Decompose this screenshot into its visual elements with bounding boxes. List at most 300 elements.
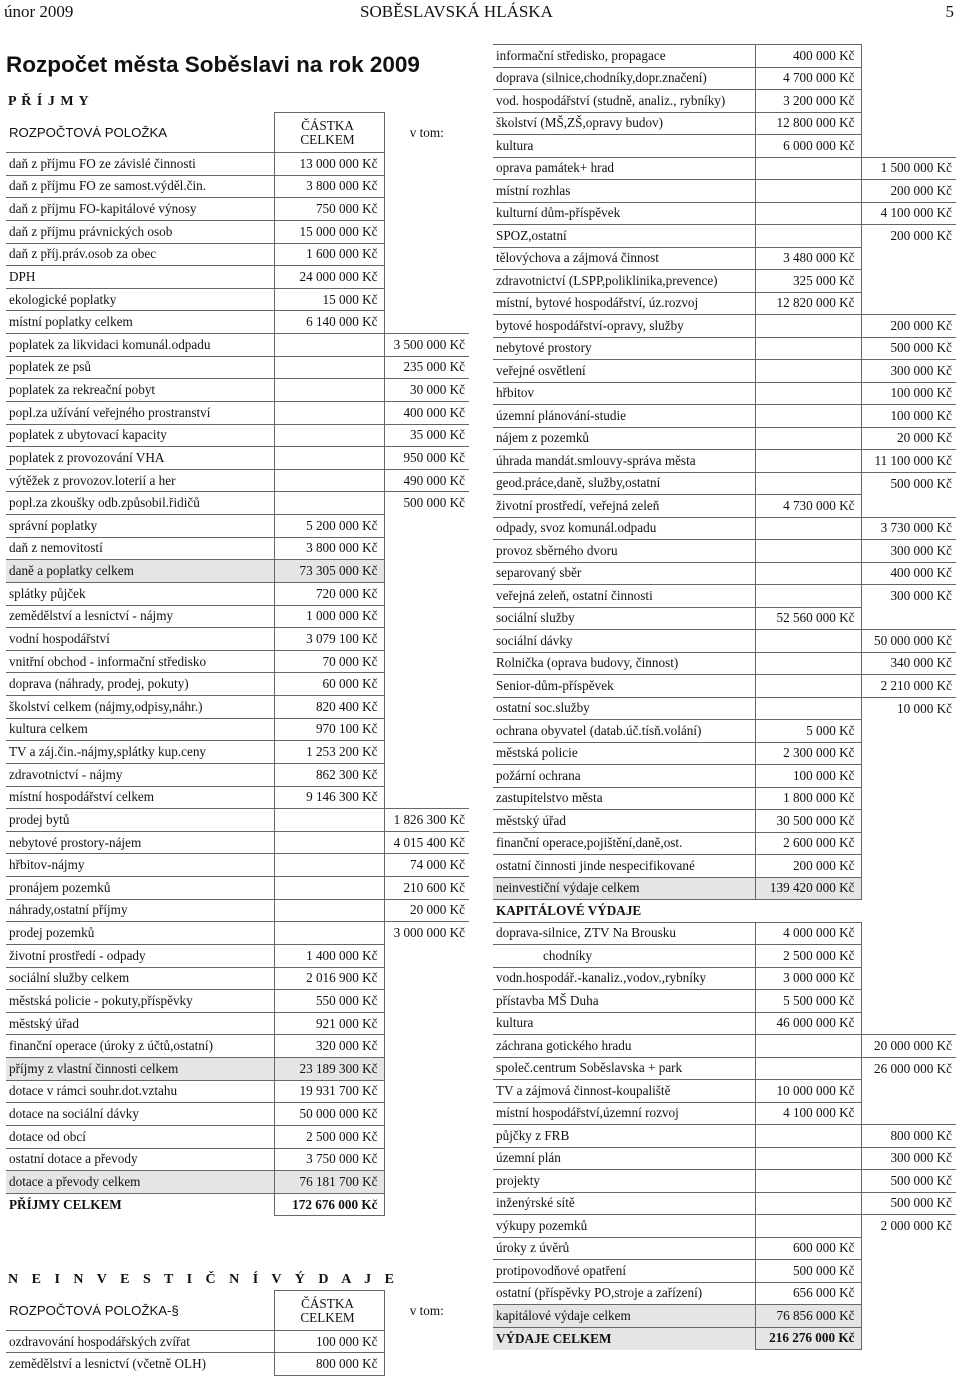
row-amount: 3 480 000 Kč <box>755 247 861 270</box>
row-amount <box>755 405 861 428</box>
row-subamount: 4 015 400 Kč <box>384 831 469 854</box>
table-row <box>6 922 469 945</box>
row-subamount <box>861 1305 956 1328</box>
row-amount: 3 800 000 Kč <box>274 537 384 560</box>
row-label: poplatek ze psů <box>6 356 274 379</box>
row-amount: 15 000 000 Kč <box>274 220 384 243</box>
row-amount: 500 000 Kč <box>755 1260 861 1283</box>
row-label: městská policie <box>493 742 755 765</box>
table-row <box>493 360 956 383</box>
table-row <box>6 605 469 628</box>
prijmy-table <box>6 112 469 1216</box>
row-amount <box>755 225 861 248</box>
row-subamount <box>384 786 469 809</box>
row-amount <box>274 492 384 515</box>
row-subamount <box>861 990 956 1013</box>
row-amount: 862 300 Kč <box>274 763 384 786</box>
neinv-heading: N E I N V E S T I Č N Í V Ý D A J E <box>8 1272 399 1287</box>
table-row <box>6 175 469 198</box>
row-label: sociální služby celkem <box>6 967 274 990</box>
row-subamount: 300 000 Kč <box>861 360 956 383</box>
table-row <box>6 1171 469 1194</box>
row-label: vnitřní obchod - informační středisko <box>6 650 274 673</box>
row-amount: 800 000 Kč <box>274 1353 384 1375</box>
header-publication: SOBĚSLAVSKÁ HLÁSKA <box>360 2 553 21</box>
row-subamount: 1 826 300 Kč <box>384 809 469 832</box>
row-subamount <box>384 266 469 289</box>
col-header-castka: ČÁSTKA CELKEM <box>274 1291 384 1331</box>
row-amount: 4 100 000 Kč <box>755 1102 861 1125</box>
row-subamount <box>861 1237 956 1260</box>
row-label: společ.centrum Soběslavska + park <box>493 1057 755 1080</box>
table-row <box>493 315 956 338</box>
row-label: tělovýchova a zájmová činnost <box>493 247 755 270</box>
row-subamount: 200 000 Kč <box>861 180 956 203</box>
row-label: daň z nemovitostí <box>6 537 274 560</box>
row-subamount <box>861 1260 956 1283</box>
row-subamount: 500 000 Kč <box>861 472 956 495</box>
row-amount: 5 200 000 Kč <box>274 515 384 538</box>
row-amount: 10 000 000 Kč <box>755 1080 861 1103</box>
row-subamount <box>861 1102 956 1125</box>
table-row <box>6 582 469 605</box>
header-page-number: 5 <box>945 2 954 21</box>
row-label: úroky z úvěrů <box>493 1237 755 1260</box>
row-label: požární ochrana <box>493 765 755 788</box>
table-row <box>6 492 469 515</box>
row-subamount: 4 100 000 Kč <box>861 202 956 225</box>
table-row <box>493 1080 956 1103</box>
row-subamount: 490 000 Kč <box>384 469 469 492</box>
row-subamount <box>384 990 469 1013</box>
row-subamount <box>861 900 956 923</box>
row-subamount <box>861 67 956 90</box>
row-label: Rolnička (oprava budovy, činnost) <box>493 652 755 675</box>
table-row <box>6 718 469 741</box>
row-amount <box>755 675 861 698</box>
row-subamount <box>384 288 469 311</box>
row-subamount <box>384 1012 469 1035</box>
row-amount: 172 676 000 Kč <box>274 1193 384 1216</box>
table-row <box>6 220 469 243</box>
row-amount: 76 856 000 Kč <box>755 1305 861 1328</box>
table-row <box>6 650 469 673</box>
row-label: výtěžek z provozov.loterií a her <box>6 469 274 492</box>
row-subamount <box>861 765 956 788</box>
row-subamount: 950 000 Kč <box>384 447 469 470</box>
row-subamount <box>861 967 956 990</box>
row-amount: 2 500 000 Kč <box>274 1125 384 1148</box>
row-amount <box>755 1215 861 1238</box>
section-heading-row <box>493 900 956 923</box>
row-amount <box>755 1147 861 1170</box>
row-subamount <box>384 650 469 673</box>
table-row <box>493 450 956 473</box>
row-subamount: 30 000 Kč <box>384 379 469 402</box>
row-amount: 12 820 000 Kč <box>755 292 861 315</box>
row-label: dotace od obcí <box>6 1125 274 1148</box>
row-amount <box>274 831 384 854</box>
table-header-row <box>6 1291 469 1331</box>
row-label: doprava-silnice, ZTV Na Brousku <box>493 922 755 945</box>
row-amount: 24 000 000 Kč <box>274 266 384 289</box>
table-row <box>6 990 469 1013</box>
row-label: ostatní dotace a převody <box>6 1148 274 1171</box>
row-amount <box>274 401 384 424</box>
row-subamount: 210 600 Kč <box>384 877 469 900</box>
row-label: sociální služby <box>493 607 755 630</box>
page-header <box>0 0 960 28</box>
col-header-castka: ČÁSTKA CELKEM <box>274 113 384 153</box>
table-row <box>6 537 469 560</box>
table-row <box>6 469 469 492</box>
table-row <box>6 266 469 289</box>
row-subamount: 35 000 Kč <box>384 424 469 447</box>
row-label: finanční operace (úroky z účtů,ostatní) <box>6 1035 274 1058</box>
row-subamount <box>384 198 469 221</box>
row-amount <box>755 315 861 338</box>
row-label: zemědělství a lesnictví (včetně OLH) <box>6 1353 274 1375</box>
row-subamount: 235 000 Kč <box>384 356 469 379</box>
table-row <box>493 1170 956 1193</box>
table-row <box>6 401 469 424</box>
row-amount: 60 000 Kč <box>274 673 384 696</box>
row-subamount: 20 000 000 Kč <box>861 1035 956 1058</box>
row-amount: 52 560 000 Kč <box>755 607 861 630</box>
table-row <box>6 1058 469 1081</box>
row-subamount <box>384 1148 469 1171</box>
row-amount <box>755 1035 861 1058</box>
row-subamount <box>384 1353 469 1375</box>
row-subamount: 500 000 Kč <box>384 492 469 515</box>
table-row <box>6 673 469 696</box>
row-subamount <box>861 135 956 158</box>
row-label: daň z příjmu FO ze závislé činnosti <box>6 153 274 176</box>
row-subamount <box>384 515 469 538</box>
row-label: doprava (náhrady, prodej, pokuty) <box>6 673 274 696</box>
row-amount: 2 016 900 Kč <box>274 967 384 990</box>
table-row <box>493 832 956 855</box>
row-subamount <box>384 1103 469 1126</box>
table-row <box>493 135 956 158</box>
row-label: KAPITÁLOVÉ VÝDAJE <box>493 900 755 923</box>
row-label: hřbitov-nájmy <box>6 854 274 877</box>
row-label: nebytové prostory <box>493 337 755 360</box>
row-label: ekologické poplatky <box>6 288 274 311</box>
row-amount: 400 000 Kč <box>755 45 861 68</box>
table-row <box>493 1192 956 1215</box>
row-label: zastupitelstvo města <box>493 787 755 810</box>
row-amount <box>755 1170 861 1193</box>
row-label: geod.práce,daně, služby,ostatní <box>493 472 755 495</box>
row-subamount <box>384 1331 469 1353</box>
row-subamount: 500 000 Kč <box>861 1170 956 1193</box>
row-label: poplatek z ubytovací kapacity <box>6 424 274 447</box>
row-amount <box>274 809 384 832</box>
table-row <box>493 787 956 810</box>
table-row <box>493 945 956 968</box>
row-subamount <box>384 220 469 243</box>
row-label: ostatní činnosti jinde nespecifikované <box>493 855 755 878</box>
row-subamount <box>861 1327 956 1350</box>
row-label: sociální dávky <box>493 630 755 653</box>
row-amount: 656 000 Kč <box>755 1282 861 1305</box>
row-label: provoz sběrného dvoru <box>493 540 755 563</box>
row-subamount: 50 000 000 Kč <box>861 630 956 653</box>
row-amount: 1 600 000 Kč <box>274 243 384 266</box>
row-label: městský úřad <box>6 1012 274 1035</box>
row-amount: 70 000 Kč <box>274 650 384 673</box>
row-label: PŘÍJMY CELKEM <box>6 1193 274 1216</box>
row-label: TV a zájmová činnost-koupaliště <box>493 1080 755 1103</box>
row-amount: 30 500 000 Kč <box>755 810 861 833</box>
row-amount: 921 000 Kč <box>274 1012 384 1035</box>
table-row <box>6 854 469 877</box>
table-row <box>6 786 469 809</box>
table-row <box>493 382 956 405</box>
table-row <box>6 1125 469 1148</box>
row-label: VÝDAJE CELKEM <box>493 1327 755 1350</box>
table-row <box>6 356 469 379</box>
table-row <box>6 1035 469 1058</box>
row-label: ostatní (příspěvky PO,stroje a zařízení) <box>493 1282 755 1305</box>
row-amount: 3 079 100 Kč <box>274 628 384 651</box>
table-row <box>493 225 956 248</box>
table-row <box>6 1012 469 1035</box>
row-subamount <box>384 582 469 605</box>
col-header-polozka: ROZPOČTOVÁ POLOŽKA-§ <box>9 1302 179 1318</box>
row-subamount <box>861 495 956 518</box>
row-subamount <box>384 1193 469 1216</box>
row-amount: 4 700 000 Kč <box>755 67 861 90</box>
row-subamount: 3 500 000 Kč <box>384 334 469 357</box>
row-label: nájem z pozemků <box>493 427 755 450</box>
row-label: splátky půjček <box>6 582 274 605</box>
row-label: vod. hospodářství (studně, analiz., rybníky) <box>493 90 755 113</box>
row-label: daně a poplatky celkem <box>6 560 274 583</box>
row-subamount <box>861 270 956 293</box>
row-amount: 3 000 000 Kč <box>755 967 861 990</box>
row-label: územní plánování-studie <box>493 405 755 428</box>
row-amount: 2 500 000 Kč <box>755 945 861 968</box>
col-header-polozka: ROZPOČTOVÁ POLOŽKA <box>9 124 168 140</box>
row-amount <box>755 1192 861 1215</box>
table-row <box>493 1260 956 1283</box>
row-subamount: 3 730 000 Kč <box>861 517 956 540</box>
row-amount <box>755 450 861 473</box>
table-row <box>6 334 469 357</box>
row-label: pronájem pozemků <box>6 877 274 900</box>
row-label: kapitálové výdaje celkem <box>493 1305 755 1328</box>
row-label: kulturní dům-příspěvek <box>493 202 755 225</box>
row-subamount: 10 000 Kč <box>861 697 956 720</box>
row-label: zdravotnictví (LSPP,poliklinika,prevence) <box>493 270 755 293</box>
row-subamount: 300 000 Kč <box>861 540 956 563</box>
row-amount <box>755 517 861 540</box>
table-row <box>6 447 469 470</box>
row-label: dotace a převody celkem <box>6 1171 274 1194</box>
row-label: veřejná zeleň, ostatní činnosti <box>493 585 755 608</box>
table-row <box>493 855 956 878</box>
header-date: únor 2009 <box>4 2 74 21</box>
table-row <box>6 311 469 334</box>
vydaje-table <box>493 44 956 1350</box>
table-row <box>493 472 956 495</box>
row-label: projekty <box>493 1170 755 1193</box>
table-row <box>6 741 469 764</box>
row-amount: 720 000 Kč <box>274 582 384 605</box>
row-label: ozdravování hospodářských zvířat <box>6 1331 274 1353</box>
row-subamount: 200 000 Kč <box>861 315 956 338</box>
row-amount <box>755 427 861 450</box>
row-subamount <box>384 311 469 334</box>
table-row <box>6 1080 469 1103</box>
row-label: úhrada mandát.smlouvy-správa města <box>493 450 755 473</box>
row-subamount <box>861 922 956 945</box>
row-amount <box>755 1057 861 1080</box>
row-subamount <box>861 1282 956 1305</box>
row-label: Senior-dům-příspěvek <box>493 675 755 698</box>
row-subamount <box>861 810 956 833</box>
row-amount: 100 000 Kč <box>274 1331 384 1353</box>
row-subamount: 500 000 Kč <box>861 337 956 360</box>
row-label: poplatek za likvidaci komunál.odpadu <box>6 334 274 357</box>
row-subamount: 340 000 Kč <box>861 652 956 675</box>
row-label: inženýrské sítě <box>493 1192 755 1215</box>
row-amount: 23 189 300 Kč <box>274 1058 384 1081</box>
row-label: náhrady,ostatní příjmy <box>6 899 274 922</box>
table-row <box>6 967 469 990</box>
row-subamount <box>384 628 469 651</box>
row-subamount: 100 000 Kč <box>861 382 956 405</box>
row-amount: 5 000 Kč <box>755 720 861 743</box>
row-label: místní, bytové hospodářství, úz.rozvoj <box>493 292 755 315</box>
row-amount <box>755 540 861 563</box>
row-amount: 1 800 000 Kč <box>755 787 861 810</box>
row-amount: 820 400 Kč <box>274 696 384 719</box>
row-label: DPH <box>6 266 274 289</box>
row-subamount <box>384 243 469 266</box>
row-label: městská policie - pokuty,příspěvky <box>6 990 274 1013</box>
row-label: oprava památek+ hrad <box>493 157 755 180</box>
row-subamount: 500 000 Kč <box>861 1192 956 1215</box>
row-amount: 1 000 000 Kč <box>274 605 384 628</box>
row-amount <box>755 157 861 180</box>
table-row <box>493 1237 956 1260</box>
row-amount <box>755 202 861 225</box>
row-amount <box>755 585 861 608</box>
table-row <box>6 1103 469 1126</box>
row-label: místní hospodářství celkem <box>6 786 274 809</box>
row-subamount <box>861 720 956 743</box>
row-amount <box>755 630 861 653</box>
row-label: životní prostředí - odpady <box>6 944 274 967</box>
table-row <box>6 288 469 311</box>
table-row <box>6 899 469 922</box>
page-title: Rozpočet města Soběslavi na rok 2009 <box>6 52 420 77</box>
row-label: daň z příjmu právnických osob <box>6 220 274 243</box>
row-subamount <box>861 832 956 855</box>
table-row <box>6 424 469 447</box>
table-row <box>6 944 469 967</box>
row-amount <box>755 337 861 360</box>
row-amount: 1 400 000 Kč <box>274 944 384 967</box>
row-label: bytové hospodářství-opravy, služby <box>493 315 755 338</box>
row-amount: 320 000 Kč <box>274 1035 384 1058</box>
table-row <box>493 247 956 270</box>
row-subamount: 400 000 Kč <box>861 562 956 585</box>
row-amount <box>274 447 384 470</box>
row-label: územní plán <box>493 1147 755 1170</box>
row-amount: 325 000 Kč <box>755 270 861 293</box>
row-subamount <box>384 1080 469 1103</box>
row-label: přístavba MŠ Duha <box>493 990 755 1013</box>
row-amount <box>274 469 384 492</box>
row-subamount: 2 000 000 Kč <box>861 1215 956 1238</box>
table-row <box>493 1147 956 1170</box>
row-subamount <box>384 763 469 786</box>
row-subamount <box>384 1035 469 1058</box>
row-amount <box>274 379 384 402</box>
row-subamount <box>384 741 469 764</box>
row-amount: 550 000 Kč <box>274 990 384 1013</box>
table-row <box>493 562 956 585</box>
row-amount: 2 300 000 Kč <box>755 742 861 765</box>
row-subamount <box>861 292 956 315</box>
row-subamount <box>861 607 956 630</box>
row-amount <box>755 900 861 923</box>
row-amount: 46 000 000 Kč <box>755 1012 861 1035</box>
row-subamount <box>861 1012 956 1035</box>
row-amount: 216 276 000 Kč <box>755 1327 861 1350</box>
row-subamount <box>861 945 956 968</box>
table-row <box>6 877 469 900</box>
table-row <box>6 379 469 402</box>
table-row <box>493 1057 956 1080</box>
row-amount <box>274 854 384 877</box>
row-amount: 19 931 700 Kč <box>274 1080 384 1103</box>
row-label: finanční operace,pojištění,daně,ost. <box>493 832 755 855</box>
table-row <box>6 153 469 176</box>
row-label: informační středisko, propagace <box>493 45 755 68</box>
table-row <box>493 990 956 1013</box>
row-subamount <box>384 696 469 719</box>
row-subamount <box>861 1080 956 1103</box>
row-amount: 4 000 000 Kč <box>755 922 861 945</box>
row-label: poplatek z provozování VHA <box>6 447 274 470</box>
row-label: doprava (silnice,chodníky,dopr.značení) <box>493 67 755 90</box>
row-amount: 3 800 000 Kč <box>274 175 384 198</box>
table-row <box>493 765 956 788</box>
row-amount: 5 500 000 Kč <box>755 990 861 1013</box>
row-amount: 4 730 000 Kč <box>755 495 861 518</box>
table-row <box>493 540 956 563</box>
row-subamount: 300 000 Kč <box>861 585 956 608</box>
row-label: kultura celkem <box>6 718 274 741</box>
row-subamount <box>384 718 469 741</box>
row-label: neinvestiční výdaje celkem <box>493 877 755 900</box>
row-subamount <box>384 1058 469 1081</box>
row-subamount <box>861 742 956 765</box>
row-subamount: 11 100 000 Kč <box>861 450 956 473</box>
row-amount <box>755 472 861 495</box>
row-amount <box>755 180 861 203</box>
row-label: separovaný sběr <box>493 562 755 585</box>
row-amount: 3 200 000 Kč <box>755 90 861 113</box>
table-row <box>493 202 956 225</box>
table-row <box>493 292 956 315</box>
row-label: záchrana gotického hradu <box>493 1035 755 1058</box>
